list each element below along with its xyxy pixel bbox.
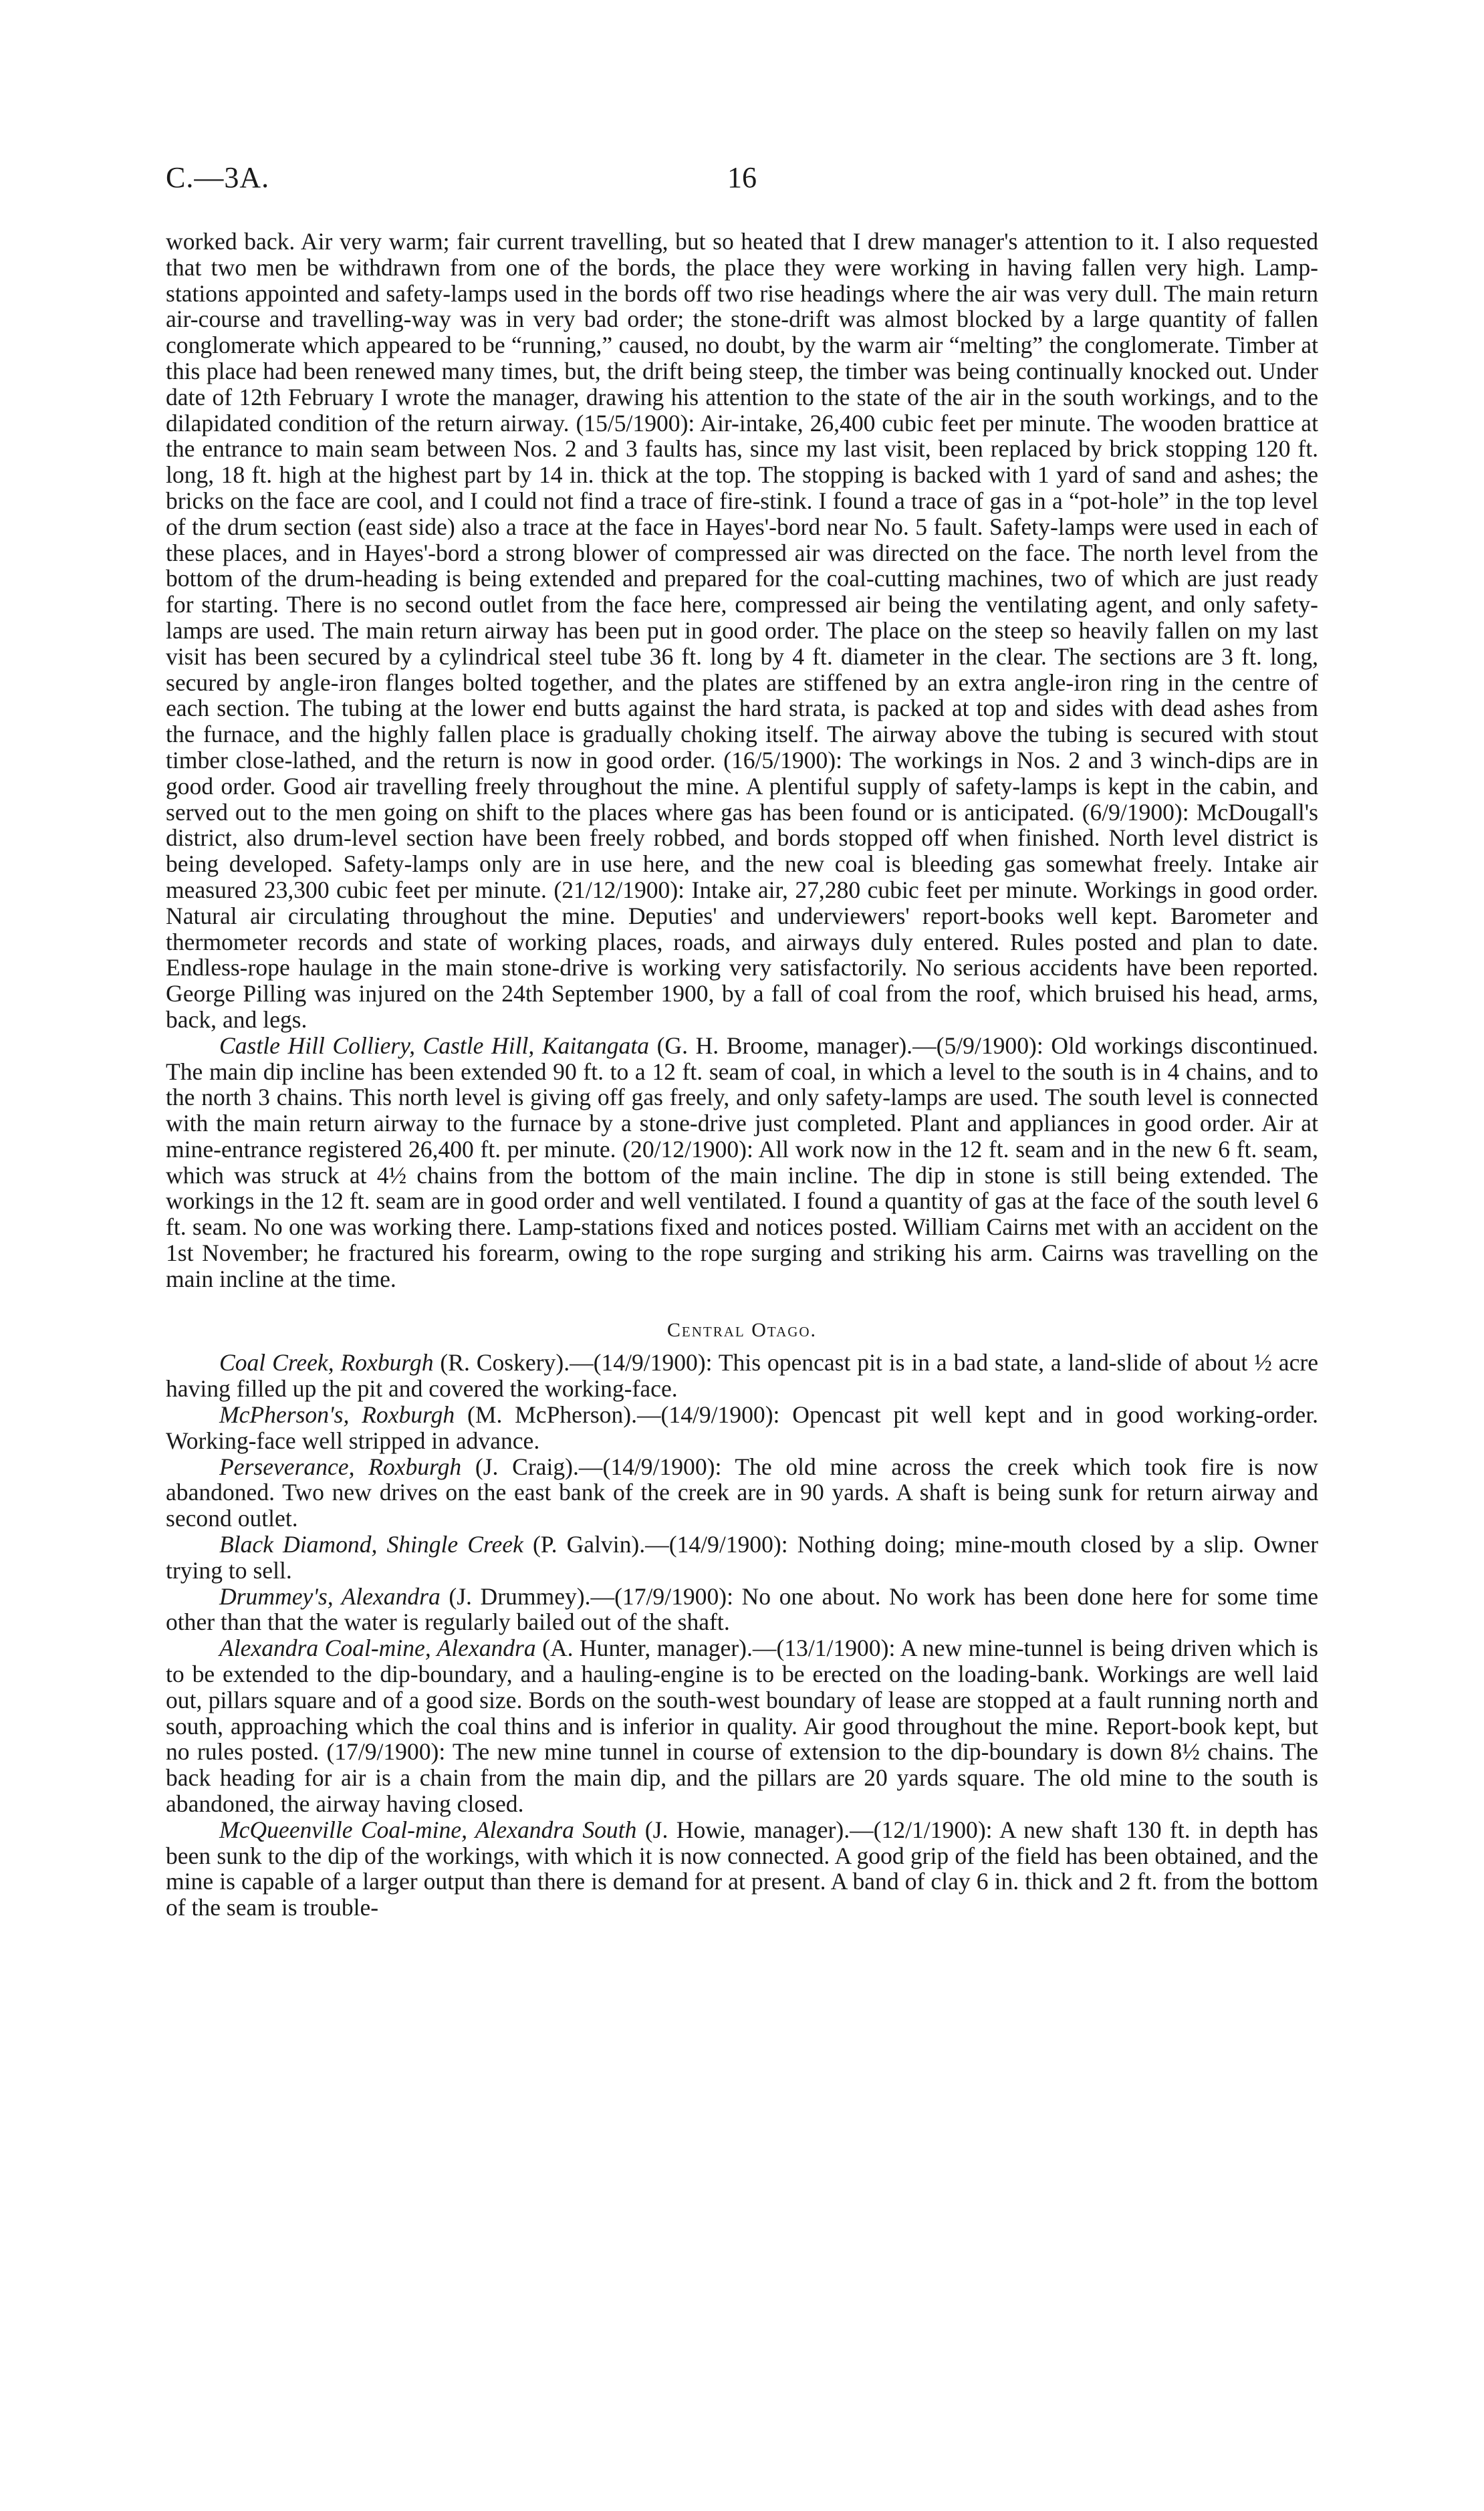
entry-drummeys xyxy=(166,1584,1318,1636)
mine-name: Perseverance, Roxburgh xyxy=(219,1453,462,1480)
entry-text: (R. Coskery).—(14/9/1900): This opencast pit is in a bad state, a land-slide of about ½ acre having filled up the pit and covered the working-face. xyxy=(166,1349,1319,1403)
page-number: 16 xyxy=(727,161,757,194)
entry-black-diamond xyxy=(166,1532,1318,1584)
entry-perseverance xyxy=(166,1454,1318,1532)
entry-text: (J. Drummey).—(17/9/1900): No one about. No work has been done here for some time other than that the water is regularly bailed out of the shaft. xyxy=(166,1582,1318,1636)
section-heading: Central Otago. xyxy=(666,1318,818,1341)
mine-name: Coal Creek, Roxburgh xyxy=(219,1349,434,1377)
entry-text: (J. Craig).—(14/9/1900): The old mine across the creek which took fire is now abandoned. Two new drives on the east bank of the creek are in 90 yards. A shaft is being sunk for return airway and second outlet. xyxy=(166,1453,1318,1532)
paragraph-castle-hill xyxy=(166,1033,1318,1292)
document-reference: C.—3A. xyxy=(166,161,270,194)
entry-text: (M. McPherson).—(14/9/1900): Opencast pit well kept and in good working-order. Working-face well stripped in advance. xyxy=(166,1401,1318,1454)
entry-text: (P. Galvin).—(14/9/1900): Nothing doing; mine-mouth closed by a slip. Owner trying to sell. xyxy=(166,1531,1319,1584)
mine-name: Black Diamond, Shingle Creek xyxy=(219,1531,523,1558)
mine-name: Alexandra Coal-mine, Alexandra xyxy=(219,1635,536,1662)
mine-name: McPherson's, Roxburgh xyxy=(219,1401,455,1429)
entry-mcqueenville-coal-mine xyxy=(166,1817,1318,1921)
mine-name: Castle Hill Colliery, Castle Hill, Kaitangata xyxy=(219,1032,649,1059)
paragraph-text: (G. H. Broome, manager).—(5/9/1900): Old workings discontinued. The main dip incline has been extended 90 ft. to a 12 ft. seam of coal, in which a level to the south is in 4 chains, and to the north 3 chains. This north level is giving off gas freely, and only safety-lamps are used. The south level is connected with the main return airway to the furnace by a stone-drive just completed. Plant and appliances in good order. Air at mine-entrance registered 26,400 ft. per minute. (20/12/1900): All work now in the 12 ft. seam and in the new 6 ft. seam, which was struck at 4½ chains from the bottom of the main incline. The dip in stone is still being extended. The workings in the 12 ft. seam are in good order and well ventilated. I found a quantity of gas at the face of the south level 6 ft. seam. No one was working there. Lamp-stations fixed and notices posted. William Cairns met with an accident on the 1st November; he fractured his forearm, owing to the rope surging and striking his arm. Cairns was travelling on the main incline at the time. xyxy=(166,1032,1318,1292)
entry-text: (J. Howie, manager).—(12/1/1900): A new shaft 130 ft. in depth has been sunk to the dip of the workings, with which it is now connected. A good grip of the field has been obtained, and the mine is capable of a larger output than there is demand for at present. A band of clay 6 in. thick and 2 ft. from the bottom of the seam is trouble- xyxy=(166,1816,1318,1921)
entry-alexandra-coal-mine xyxy=(166,1635,1318,1817)
paragraph-text: worked back. Air very warm; fair current travelling, but so heated that I drew manager's attention to it. I also requested that two men be withdrawn from one of the bords, the place they were working in having fallen very high. Lamp-stations appointed and safety-lamps used in the bords off two rise headings where the air was very dull. The main return air-course and travelling-way was in very bad order; the stone-drift was almost blocked by a large quantity of fallen conglomerate which appeared to be “running,” caused, no doubt, by the warm air “melting” the conglomerate. Timber at this place had been renewed many times, but, the drift being steep, the timber was being continually knocked out. Under date of 12th February I wrote the manager, drawing his attention to the state of the air in the south workings, and to the dilapidated condition of the return airway. (15/5/1900): Air-intake, 26,400 cubic feet per minute. The wooden brattice at the entrance to main seam between Nos. 2 and 3 faults has, since my last visit, been replaced by brick stopping 120 ft. long, 18 ft. high at the highest part by 14 in. thick at the top. The stopping is backed with 1 yard of sand and ashes; the bricks on the face are cool, and I could not find a trace of fire-stink. I found a trace of gas in a “pot-hole” in the top level of the drum section (east side) also a trace at the face in Hayes'-bord near No. 5 fault. Safety-lamps were used in each of these places, and in Hayes'-bord a strong blower of compressed air was directed on the face. The north level from the bottom of the drum-heading is being extended and prepared for the coal-cutting machines, two of which are just ready for starting. There is no second outlet from the face here, compressed air being the ventilating agent, and only safety-lamps are used. The main return airway has been put in good order. The place on the steep so heavily fallen on my last visit has been secured by a cylindrical steel tube 36 ft. long by 4 ft. diameter in the clear. The sections are 3 ft. long, secured by angle-iron flanges bolted together, and the plates are stiffened by an extra angle-iron ring in the centre of each section. The tubing at the lower end butts against the hard strata, is packed at top and sides with dead ashes from the furnace, and the highly fallen place is gradually choking itself. The airway above the tubing is secured with stout timber close-lathed, and the return is now in good order. (16/5/1900): The workings in Nos. 2 and 3 winch-dips are in good order. Good air travelling freely throughout the mine. A plentiful supply of safety-lamps is kept in the cabin, and served out to the men going on shift to the places where gas has been found or is anticipated. (6/9/1900): McDougall's district, also drum-level section have been freely robbed, and bords stopped off when finished. North level district is being developed. Safety-lamps only are in use here, and the new coal is bleeding gas somewhat freely. Intake air measured 23,300 cubic feet per minute. (21/12/1900): Intake air, 27,280 cubic feet per minute. Workings in good order. Natural air circulating throughout the mine. Deputies' and underviewers' report-books well kept. Barometer and thermometer records and state of working places, roads, and airways duly entered. Rules posted and plan to date. Endless-rope haulage in the main stone-drive is working very satisfactorily. No serious accidents have been reported. George Pilling was injured on the 24th September 1900, by a fall of coal from the roof, which bruised his head, arms, back, and legs. xyxy=(166,228,1318,1033)
mine-name: McQueenville Coal-mine, Alexandra South xyxy=(219,1816,637,1843)
entry-coal-creek xyxy=(166,1350,1318,1402)
entry-mcphersons xyxy=(166,1402,1318,1454)
paragraph-continued xyxy=(166,229,1318,1033)
mine-name: Drummey's, Alexandra xyxy=(219,1582,441,1610)
page-body xyxy=(166,229,1318,1921)
entry-text: (A. Hunter, manager).—(13/1/1900): A new mine-tunnel is being driven which is to be extended to the dip-boundary, and a hauling-engine is to be erected on the loading-bank. Workings are well laid out, pillars square and of a good size. Bords on the south-west boundary of lease are stopped at a fault running north and south, approaching which the coal thins and is inferior in quality. Air good throughout the mine. Report-book kept, but no rules posted. (17/9/1900): The new mine tunnel in course of extension to the dip-boundary is down 8½ chains. The back heading for air is a chain from the main dip, and the pillars are 20 yards square. The old mine to the south is abandoned, the airway having closed. xyxy=(166,1635,1318,1818)
page-header xyxy=(166,160,1318,207)
